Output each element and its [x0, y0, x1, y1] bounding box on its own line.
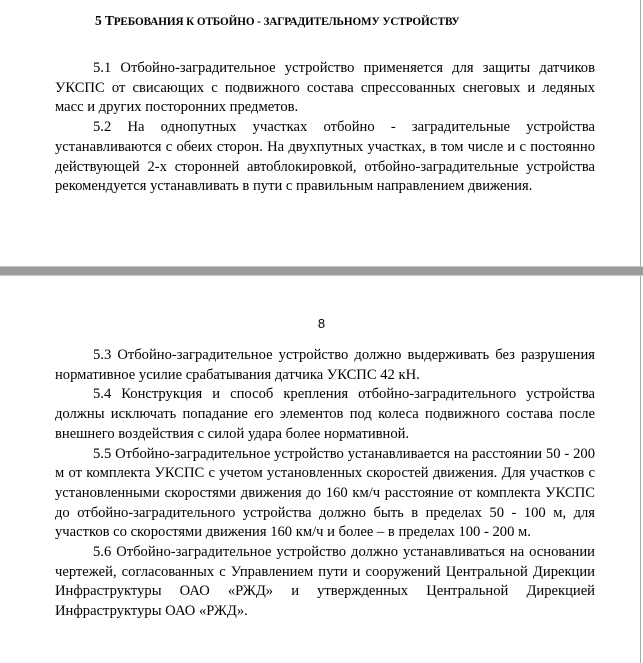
document-page-top: [0, 0, 641, 266]
page-break-separator: [0, 266, 643, 276]
section-heading: [95, 13, 460, 29]
section-number: 5: [95, 13, 102, 28]
section-title-initial: Т: [104, 13, 114, 28]
page-top-body: [55, 59, 595, 197]
page-bottom-body: [55, 346, 595, 622]
paragraph-5-5: 5.5 Отбойно-заградительное устройство устанавливается на расстоянии 50 - 200 м от комплекта УКСПС с учетом установленных скоростей движения. Для участков с установленными скоростями движения до 160 км/ч расстояние от комплекта УКСПС до отбойно-заградительного устройства должно быть в пределах 50 - 100 м, для участков со скоростями движения 160 км/ч и более – в пределах 100 - 200 м.: [55, 445, 595, 541]
paragraph-5-2: 5.2 На однопутных участках отбойно - заградительные устройства устанавливаются с обеих сторон. На двухпутных участках, в том числе и с постоянно действующей 2-х сторонней автоблокировкой, отбойно-заградительные устройства рекомендуется устанавливать в пути с правильным направлением движения.: [55, 119, 595, 195]
paragraph-5-1: 5.1 Отбойно-заградительное устройство применяется для защиты датчиков УКСПС от свисающих с подвижного состава спрессованных снеговых и ледяных масс и других посторонних предметов.: [55, 60, 595, 116]
paragraph-5-6: 5.6 Отбойно-заградительное устройство должно устанавливаться на основании чертежей, согласованных с Управлением пути и сооружений Центральной Дирекции Инфраструктуры ОАО «РЖД» и утвержденных Центральной Дирекцией Инфраструктуры ОАО «РЖД».: [55, 544, 595, 620]
paragraph-5-4: 5.4 Конструкция и способ крепления отбойно-заградительного устройства должны исключать попадание его элементов под колеса подвижного состава после внешнего воздействия с силой удара более нормативной.: [55, 386, 595, 442]
page-number: 8: [317, 316, 326, 331]
section-title: РЕБОВАНИЯ К ОТБОЙНО - ЗАГРАДИТЕЛЬНОМУ УСТРОЙСТВУ: [113, 16, 460, 28]
paragraph-5-3: 5.3 Отбойно-заградительное устройство должно выдерживать без разрушения нормативное усилие срабатывания датчика УКСПС 42 кН.: [55, 347, 595, 383]
